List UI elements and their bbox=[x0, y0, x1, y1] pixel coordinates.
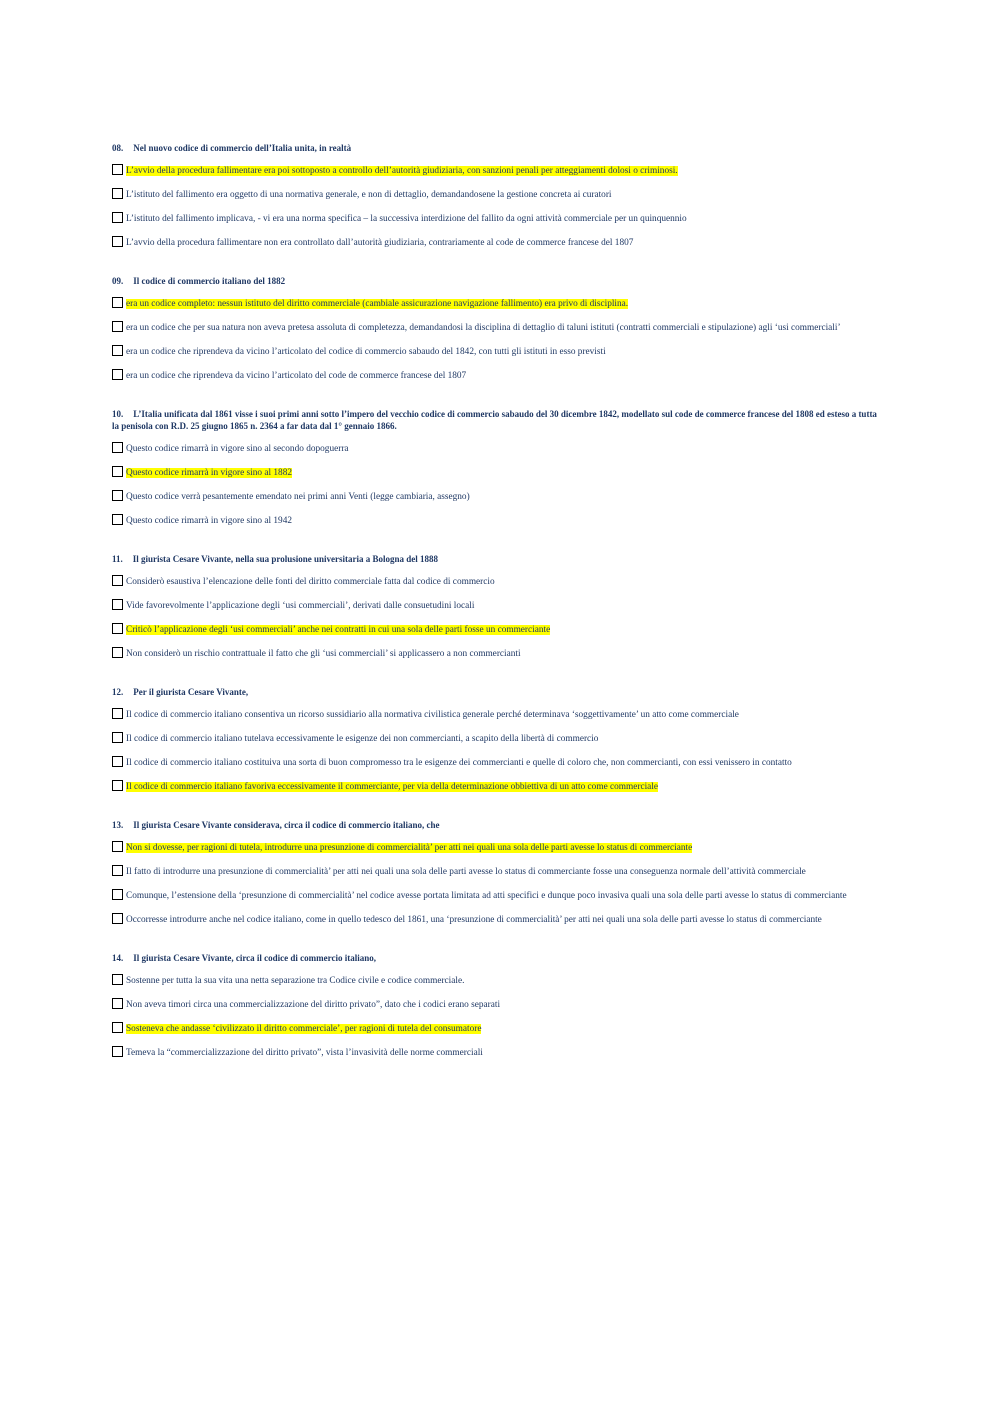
answer-checkbox[interactable] bbox=[112, 442, 123, 453]
answer-checkbox[interactable] bbox=[112, 466, 123, 477]
highlighted-answer-text: Non si dovesse, per ragioni di tutela, introdurre una presunzione di commercialità’ per atti nei quali una sola delle parti avesse lo status di commerciante bbox=[126, 843, 693, 853]
answer-text: Il fatto di introdurre una presunzione di commercialità’ per atti nei quali una sola delle parti avesse lo status di commerciante fosse una conseguenza normale dell’attività commerciale bbox=[126, 867, 806, 877]
answer-text: Questo codice rimarrà in vigore sino al secondo dopoguerra bbox=[126, 444, 349, 454]
question-number: 09. bbox=[112, 276, 124, 286]
answer-option bbox=[112, 647, 878, 660]
answer-text: era un codice che riprendeva da vicino l’articolato del code de commerce francese del 1807 bbox=[126, 371, 467, 381]
answer-option bbox=[112, 188, 878, 201]
answer-checkbox[interactable] bbox=[112, 575, 123, 586]
answer-text: era un codice che riprendeva da vicino l’articolato del codice di commercio sabaudo del 1842, con tutti gli istituti in esso previsti bbox=[126, 347, 606, 357]
question-block bbox=[112, 819, 878, 926]
answer-checkbox[interactable] bbox=[112, 369, 123, 380]
answer-option bbox=[112, 442, 878, 455]
answer-checkbox[interactable] bbox=[112, 212, 123, 223]
answer-text: L’istituto del fallimento implicava, - vi era una norma specifica – la successiva interdizione del fallito da ogni attività commerciale per un quinquennio bbox=[126, 214, 687, 224]
answer-checkbox[interactable] bbox=[112, 647, 123, 658]
answer-checkbox[interactable] bbox=[112, 490, 123, 501]
answer-option bbox=[112, 1022, 878, 1035]
answer-option bbox=[112, 164, 878, 177]
answer-option bbox=[112, 369, 878, 382]
question-block bbox=[112, 275, 878, 382]
answer-text: Vide favorevolmente l’applicazione degli ‘usi commerciali’, derivati dalle consuetudini locali bbox=[126, 601, 475, 611]
question-text: Nel nuovo codice di commercio dell’Italia unita, in realtà bbox=[133, 143, 352, 153]
question-number: 14. bbox=[112, 953, 124, 963]
question-block bbox=[112, 553, 878, 660]
answer-checkbox[interactable] bbox=[112, 841, 123, 852]
answer-text: Non considerò un rischio contrattuale il fatto che gli ‘usi commerciali’ si applicassero a non commercianti bbox=[126, 649, 521, 659]
answer-option bbox=[112, 974, 878, 987]
answer-checkbox[interactable] bbox=[112, 1046, 123, 1057]
answer-checkbox[interactable] bbox=[112, 998, 123, 1009]
answer-checkbox[interactable] bbox=[112, 623, 123, 634]
answer-checkbox[interactable] bbox=[112, 732, 123, 743]
answer-text: Occorresse introdurre anche nel codice italiano, come in quello tedesco del 1861, una ‘presunzione di commercialità’ per atti nei quali una sola delle parti avesse lo status di commerciante bbox=[126, 915, 822, 925]
answer-text: L’avvio della procedura fallimentare non era controllato dall’autorità giudiziaria, contrariamente al code de commerce francese del 1807 bbox=[126, 238, 634, 248]
answer-option bbox=[112, 865, 878, 878]
answer-checkbox[interactable] bbox=[112, 236, 123, 247]
question-text: L’Italia unificata dal 1861 visse i suoi primi anni sotto l’impero del vecchio codice di commercio sabaudo del 30 dicembre 1842, modellato sul code de commerce francese del 1808 ed esteso a tutta la penisola con R.D. 25 giugno 1865 n. 2364 a far data dal 1° gennaio 1866. bbox=[112, 409, 877, 431]
question-number: 12. bbox=[112, 687, 124, 697]
answer-option bbox=[112, 998, 878, 1011]
question-block bbox=[112, 686, 878, 793]
answer-text: Il codice di commercio italiano costituiva una sorta di buon compromesso tra le esigenze dei commercianti e quelle di coloro che, non commercianti, con essi venissero in contatto bbox=[126, 758, 792, 768]
answer-text: era un codice che per sua natura non aveva pretesa assoluta di completezza, demandandosi la disciplina di dettaglio di taluni istituti (contratti commerciali e stipulazione) agli ‘usi commerciali’ bbox=[126, 323, 841, 333]
answer-checkbox[interactable] bbox=[112, 188, 123, 199]
question-title bbox=[112, 686, 878, 698]
highlighted-answer-text: Il codice di commercio italiano favoriva eccessivamente il commerciante, per via della determinazione obbiettiva di un atto come commerciale bbox=[126, 782, 659, 792]
question-text: Il giurista Cesare Vivante, nella sua prolusione universitaria a Bologna del 1888 bbox=[132, 554, 438, 564]
answer-option bbox=[112, 466, 878, 479]
question-text: Il giurista Cesare Vivante, circa il codice di commercio italiano, bbox=[133, 953, 376, 963]
question-number: 08. bbox=[112, 143, 124, 153]
answer-option bbox=[112, 708, 878, 721]
question-title bbox=[112, 819, 878, 831]
answer-checkbox[interactable] bbox=[112, 297, 123, 308]
answer-text: Considerò esaustiva l’elencazione delle fonti del diritto commerciale fatta dal codice di commercio bbox=[126, 577, 495, 587]
answer-text: Temeva la “commercializzazione del diritto privato”, vista l’invasività delle norme commerciali bbox=[126, 1048, 483, 1058]
highlighted-answer-text: Questo codice rimarrà in vigore sino al 1882 bbox=[126, 468, 293, 478]
question-block bbox=[112, 952, 878, 1059]
answer-checkbox[interactable] bbox=[112, 164, 123, 175]
answer-option bbox=[112, 345, 878, 358]
answer-option bbox=[112, 321, 878, 334]
answer-checkbox[interactable] bbox=[112, 599, 123, 610]
answer-checkbox[interactable] bbox=[112, 889, 123, 900]
answer-option bbox=[112, 297, 878, 310]
answer-option bbox=[112, 732, 878, 745]
highlighted-answer-text: Sosteneva che andasse ‘civilizzato il diritto commerciale’, per ragioni di tutela del consumatore bbox=[126, 1024, 482, 1034]
answer-option bbox=[112, 889, 878, 902]
question-number: 11. bbox=[112, 554, 123, 564]
answer-checkbox[interactable] bbox=[112, 514, 123, 525]
highlighted-answer-text: L’avvio della procedura fallimentare era poi sottoposto a controllo dell’autorità giudiziaria, con sanzioni penali per atteggiamenti dolosi o criminosi. bbox=[126, 166, 678, 176]
highlighted-answer-text: Criticò l’applicazione degli ‘usi commerciali’ anche nei contratti in cui una sola delle parti fosse un commerciante bbox=[126, 625, 551, 635]
answer-option bbox=[112, 599, 878, 612]
answer-checkbox[interactable] bbox=[112, 913, 123, 924]
highlighted-answer-text: era un codice completo: nessun istituto del diritto commerciale (cambiale assicurazione navigazione fallimento) era privo di disciplina. bbox=[126, 299, 629, 309]
answer-text: Comunque, l’estensione della ‘presunzione di commercialità’ nel codice avesse portata limitata ad atti specifici e dunque poco invasiva quali una sola delle parti avesse lo status di commerciante bbox=[126, 891, 847, 901]
answer-option bbox=[112, 623, 878, 636]
answer-option bbox=[112, 756, 878, 769]
answer-text: Questo codice verrà pesantemente emendato nei primi anni Venti (legge cambiaria, assegno) bbox=[126, 492, 470, 502]
question-title bbox=[112, 275, 878, 287]
answer-option bbox=[112, 780, 878, 793]
answer-text: Questo codice rimarrà in vigore sino al 1942 bbox=[126, 516, 293, 526]
question-title bbox=[112, 952, 878, 964]
answer-text: L’istituto del fallimento era oggetto di una normativa generale, e non di dettaglio, demandandosene la gestione concreta ai curatori bbox=[126, 190, 612, 200]
answer-checkbox[interactable] bbox=[112, 345, 123, 356]
answer-text: Il codice di commercio italiano tutelava eccessivamente le esigenze dei non commercianti, a scapito della libertà di commercio bbox=[126, 734, 599, 744]
answer-checkbox[interactable] bbox=[112, 756, 123, 767]
answer-option bbox=[112, 841, 878, 854]
answer-text: Non aveva timori circa una commercializzazione del diritto privato”, dato che i codici erano separati bbox=[126, 1000, 501, 1010]
question-text: Il codice di commercio italiano del 1882 bbox=[133, 276, 286, 286]
answer-checkbox[interactable] bbox=[112, 1022, 123, 1033]
answer-text: Il codice di commercio italiano consentiva un ricorso sussidiario alla normativa civilistica generale perché determinava ‘soggettivamente’ un atto come commerciale bbox=[126, 710, 739, 720]
question-number: 10. bbox=[112, 409, 124, 419]
question-text: Per il giurista Cesare Vivante, bbox=[133, 687, 249, 697]
answer-option bbox=[112, 514, 878, 527]
answer-checkbox[interactable] bbox=[112, 321, 123, 332]
answer-checkbox[interactable] bbox=[112, 780, 123, 791]
answer-option bbox=[112, 212, 878, 225]
answer-option bbox=[112, 913, 878, 926]
question-number: 13. bbox=[112, 820, 124, 830]
question-title bbox=[112, 408, 878, 432]
question-text: Il giurista Cesare Vivante considerava, circa il codice di commercio italiano, che bbox=[133, 820, 440, 830]
question-block bbox=[112, 142, 878, 249]
quiz-document bbox=[112, 142, 878, 1085]
question-title bbox=[112, 553, 878, 565]
answer-option bbox=[112, 490, 878, 503]
answer-option bbox=[112, 1046, 878, 1059]
answer-option bbox=[112, 575, 878, 588]
question-title bbox=[112, 142, 878, 154]
answer-text: Sostenne per tutta la sua vita una netta separazione tra Codice civile e codice commerciale. bbox=[126, 976, 465, 986]
answer-checkbox[interactable] bbox=[112, 865, 123, 876]
answer-checkbox[interactable] bbox=[112, 708, 123, 719]
answer-checkbox[interactable] bbox=[112, 974, 123, 985]
question-block bbox=[112, 408, 878, 527]
answer-option bbox=[112, 236, 878, 249]
